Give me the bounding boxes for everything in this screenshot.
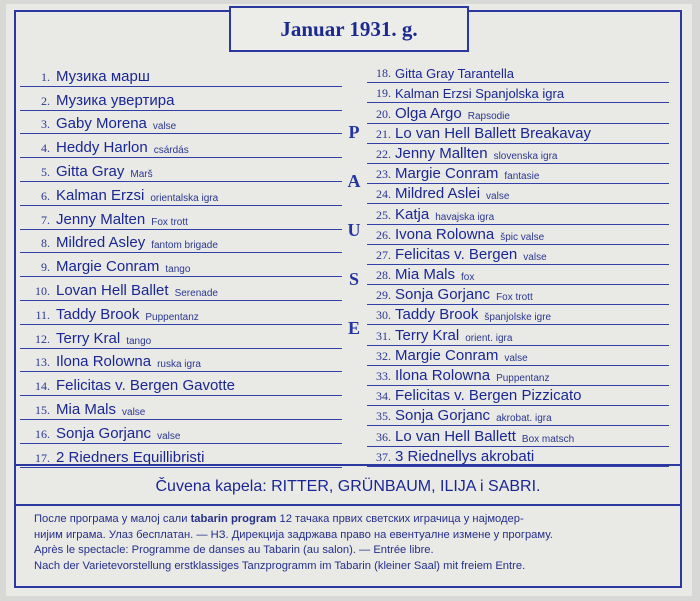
program-item (20, 182, 342, 206)
program-item (20, 277, 342, 301)
item-number: 27. (376, 247, 391, 262)
item-performer: Kalman Erzsi Spanjolska igra (395, 86, 565, 102)
item-number: 26. (376, 227, 391, 242)
item-note: slovenska igra (493, 150, 558, 162)
item-number: 34. (376, 389, 391, 404)
footer-line: нијим играма. Улаз бесплатан. — НЗ. Дирекција задржава право на евентуалне измене у програму. (34, 528, 553, 541)
program-item (367, 63, 669, 83)
item-number: 6. (41, 188, 50, 203)
item-number: 25. (376, 207, 391, 222)
program-item (20, 206, 342, 230)
item-performer: Felicitas v. Bergen (395, 245, 518, 263)
item-performer: 2 Riedners Equillibristi (56, 448, 205, 466)
item-number: 31. (376, 328, 391, 343)
program-item (367, 426, 669, 446)
program-item (20, 301, 342, 325)
item-performer: Mildred Aslei (395, 185, 481, 203)
pause-letter: P (348, 122, 360, 142)
item-number: 7. (41, 212, 50, 227)
orchestra-line: Čuvena kapela: RITTER, GRÜNBAUM, ILIJA i SABRI. (155, 478, 541, 495)
pause-letter: A (347, 171, 361, 191)
item-note: špic valse (500, 231, 545, 243)
item-number: 16. (35, 426, 50, 441)
program-item (20, 325, 342, 349)
divider-line (16, 504, 680, 506)
program-item (367, 124, 669, 144)
item-note: Fox trott (496, 292, 533, 304)
program-item (20, 111, 342, 135)
item-note: Puppentanz (496, 373, 550, 384)
item-note: akrobat. igra (496, 413, 552, 425)
item-performer: Mia Mals (395, 266, 456, 284)
pause-letter: S (348, 269, 359, 289)
item-performer: Terry Kral (56, 329, 121, 347)
item-performer: Taddy Brook (395, 306, 479, 324)
item-performer: Katja (395, 205, 430, 223)
right-program-column (367, 63, 669, 467)
program-item (20, 63, 342, 87)
item-note: fantom brigade (151, 240, 218, 252)
item-note: Puppentanz (145, 311, 199, 323)
item-number: 18. (376, 66, 391, 81)
item-note: valse (122, 406, 146, 418)
item-number: 35. (376, 409, 391, 424)
left-program-column (20, 63, 342, 468)
item-note: tango (126, 335, 152, 347)
item-number: 9. (41, 260, 50, 275)
program-item (20, 253, 342, 277)
item-note: valse (486, 191, 510, 203)
item-number: 21. (376, 126, 391, 141)
item-number: 17. (35, 450, 50, 465)
program-item (367, 406, 669, 426)
item-performer: Kalman Erzsi (56, 186, 145, 204)
item-note: csárdás (153, 145, 189, 157)
item-performer: Taddy Brook (56, 305, 140, 323)
item-performer: Margie Conram (395, 346, 499, 364)
item-note: Box matsch (521, 433, 575, 445)
footer-bold-text: tabarin program (190, 513, 277, 525)
item-number: 24. (376, 187, 391, 202)
program-item (367, 265, 669, 285)
program-item (367, 225, 669, 245)
item-number: 11. (35, 307, 50, 322)
item-number: 4. (41, 141, 50, 156)
item-number: 36. (376, 429, 391, 444)
item-note: valse (523, 251, 547, 263)
item-note: Marš (130, 168, 153, 180)
item-performer: Sonja Gorjanc (395, 407, 491, 425)
item-number: 5. (41, 164, 50, 179)
item-number: 14. (35, 379, 50, 394)
item-note: Rapsodie (467, 110, 510, 122)
program-item (20, 396, 342, 420)
item-number: 37. (376, 449, 391, 464)
item-number: 32. (376, 348, 391, 363)
item-note: orientalska igra (150, 192, 219, 204)
item-performer: 3 Riednellys akrobati (395, 447, 535, 465)
item-note: tango (165, 264, 191, 276)
item-number: 29. (376, 288, 391, 303)
footer-line: Nach der Varietevorstellung erstklassiges Tanzprogramm im Tabarin (kleiner Saal) mit freiem Entre. (34, 559, 526, 572)
item-performer: Музика марш (56, 67, 150, 85)
program-item (367, 305, 669, 325)
item-number: 13. (35, 355, 50, 370)
item-note: fantasie (504, 171, 540, 183)
item-performer: Olga Argo (395, 104, 462, 122)
item-performer: Margie Conram (56, 258, 160, 276)
item-note: Serenade (174, 287, 218, 299)
program-item (20, 134, 342, 158)
item-performer: Gaby Morena (56, 115, 147, 133)
program-sheet (6, 4, 692, 596)
item-performer: Jenny Mallten (395, 144, 488, 162)
item-number: 28. (376, 268, 391, 283)
item-performer: Sonja Gorjanc (56, 424, 152, 442)
item-performer: Ilona Rolowna (56, 353, 152, 371)
program-item (367, 144, 669, 164)
program-item (20, 420, 342, 444)
item-number: 23. (376, 167, 391, 182)
item-performer: Ivona Rolowna (395, 225, 495, 243)
item-number: 10. (35, 283, 50, 298)
item-performer: Sonja Gorjanc (395, 286, 491, 304)
program-item (367, 366, 669, 386)
program-item (20, 230, 342, 254)
item-number: 33. (376, 369, 391, 383)
item-performer: Jenny Malten (56, 210, 146, 228)
program-title: Januar 1931. g. (229, 6, 469, 52)
program-item (367, 83, 669, 103)
item-performer: Terry Kral (395, 326, 460, 344)
program-item (20, 372, 342, 396)
item-performer: Lovan Hell Ballet (56, 281, 169, 299)
item-performer: Felicitas v. Bergen Pizzicato (395, 387, 582, 405)
program-item (367, 204, 669, 224)
item-performer: Lo van Hell Ballett (395, 427, 516, 445)
program-item (20, 87, 342, 111)
item-performer: Heddy Harlon (56, 139, 148, 157)
item-note: valse (152, 121, 177, 133)
program-item (367, 386, 669, 406)
item-number: 30. (376, 308, 391, 323)
item-number: 15. (35, 402, 50, 417)
program-item (367, 325, 669, 345)
program-item (20, 158, 342, 182)
program-item (367, 346, 669, 366)
footer-line: Après le spectacle: Programme de danses au Tabarin (au salon). — Entrée libre. (34, 544, 434, 556)
footer-text: 12 тачака првих светских играчица у најмодер- (276, 513, 524, 525)
item-number: 12. (35, 331, 50, 346)
item-number: 19. (376, 86, 391, 101)
item-note: fox (461, 272, 475, 284)
item-number: 2. (41, 93, 50, 108)
divider-line (16, 464, 680, 466)
item-number: 3. (41, 117, 50, 132)
program-item (367, 285, 669, 305)
item-note: havajska igra (435, 211, 495, 223)
item-performer: Margie Conram (395, 165, 499, 183)
item-performer: Gitta Gray Tarantella (395, 66, 514, 82)
pause-letter: E (347, 318, 360, 338)
program-item (367, 245, 669, 265)
item-note: orient. igra (465, 332, 513, 344)
pause-label (343, 122, 365, 339)
item-number: 22. (376, 146, 391, 161)
program-item (367, 164, 669, 184)
program-frame (14, 10, 682, 588)
footer-notes (34, 512, 666, 574)
footer-text: После програма у малој сали (34, 513, 191, 525)
item-note: valse (157, 430, 181, 442)
program-item (20, 349, 342, 373)
item-performer: Ilona Rolowna (395, 367, 491, 384)
item-number: 20. (376, 106, 391, 121)
item-number: 1. (41, 69, 50, 84)
pause-letter: U (347, 220, 361, 240)
item-performer: Gitta Gray (56, 162, 125, 180)
item-performer: Felicitas v. Bergen Gavotte (56, 377, 235, 395)
item-note: valse (504, 352, 528, 364)
item-number: 8. (41, 236, 50, 251)
program-item (367, 103, 669, 123)
item-performer: Музика увертира (56, 91, 175, 109)
footer-line (34, 512, 666, 528)
item-note: Fox trott (151, 216, 188, 228)
item-performer: Lo van Hell Ballett Breakavay (395, 124, 591, 142)
item-note: španjolske igre (484, 312, 552, 324)
item-note: ruska igra (157, 359, 201, 371)
program-item (367, 184, 669, 204)
item-performer: Mildred Asley (56, 234, 146, 252)
item-performer: Mia Mals (56, 400, 117, 418)
